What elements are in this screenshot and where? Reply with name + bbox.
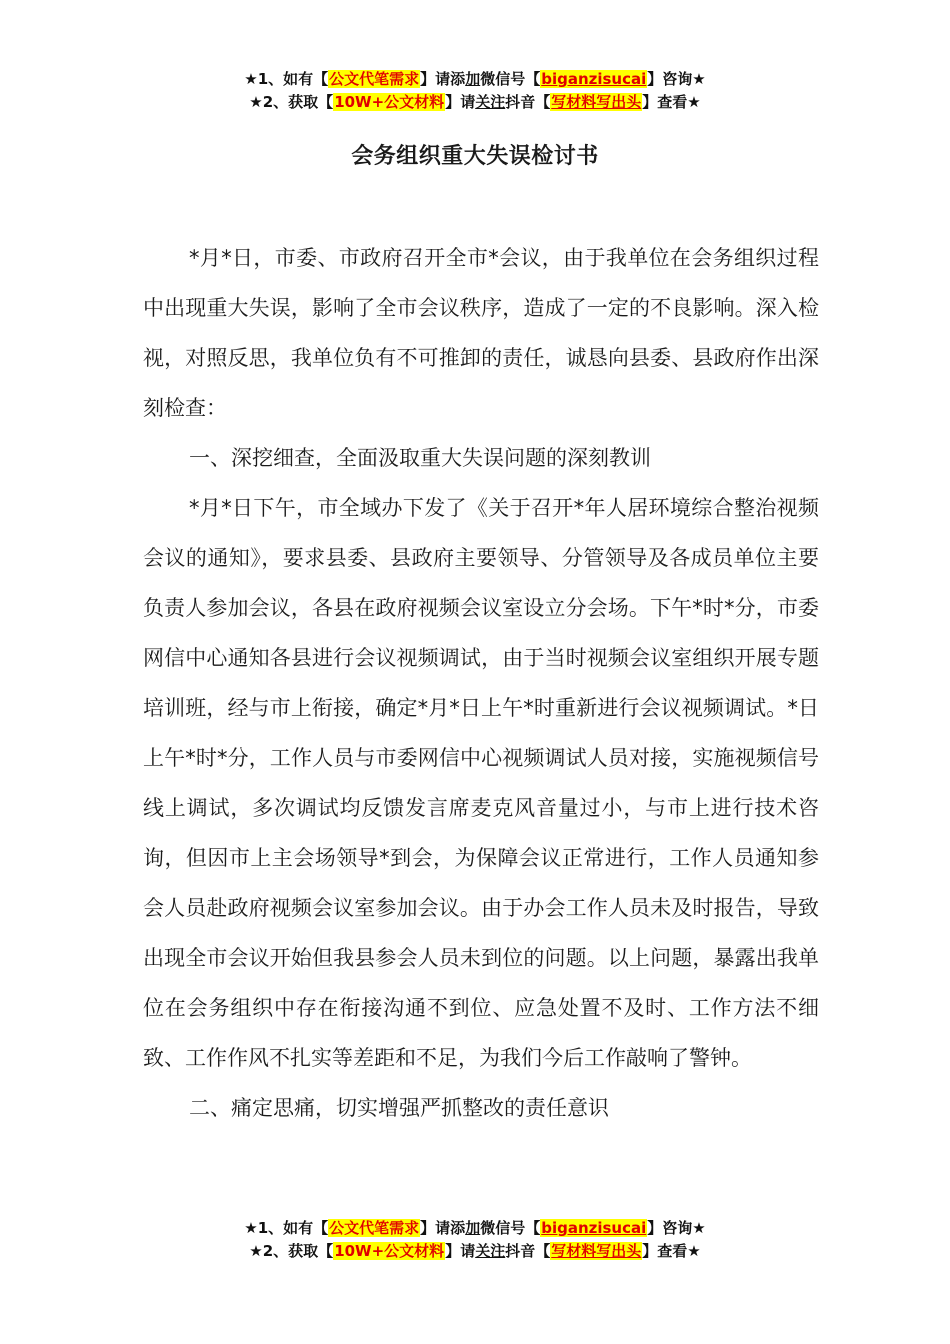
promo-underlined-text: 关注: [475, 1242, 506, 1260]
promo-wechat-id: biganzisucai: [541, 70, 647, 88]
promo-text: 】请添: [420, 70, 466, 88]
promo-text: ★2、获取【: [249, 1242, 334, 1260]
document-title: 会务组织重大失误检讨书: [351, 144, 599, 169]
promo-underlined-text: 关注: [475, 93, 506, 111]
promo-highlight: 公文代笔需求: [329, 1219, 420, 1237]
paragraph-details: *月*日下午，市全域办下发了《关于召开*年人居环境综合整治视频会议的通知》，要求县委、县政府主要领导、分管领导及各成员单位主要负责人参加会议，各县在政府视频会议室设立分会场。下午*时*分，市委网信中心通知各县进行会议视频调试，由于当时视频会议室组织开展专题培训班，经与市上衔接，确定*月*日上午*时重新进行会议视频调试。*日上午*时*分，工作人员与市委网信中心视频调试人员对接，实施视频信号线上调试，多次调试均反馈发言席麦克风音量过小，与市上进行技术咨询，但因市上主会场领导*到会，为保障会议正常进行，工作人员通知参会人员赴政府视频会议室参加会议。由于办会工作人员未及时报告，导致出现全市会议开始但我县参会人员未到位的问题。以上问题，暴露出我单位在会务组织中存在衔接沟通不到位、应急处置不及时、工作方法不细致、工作作风不扎实等差距和不足，为我们今后工作敲响了警钟。: [143, 496, 819, 1070]
promo-highlight: 10W+公文材料: [334, 93, 445, 111]
footer-promo-line-2: [0, 1240, 950, 1263]
header-promo-line-2: [0, 91, 950, 114]
promo-douyin-id: 写材料写出头: [551, 1242, 642, 1260]
promo-text: 】请: [445, 93, 476, 111]
promo-text: 抖音【: [505, 93, 551, 111]
promo-text: 抖音【: [505, 1242, 551, 1260]
section-heading-2: 二、痛定思痛，切实增强严抓整改的责任意识: [189, 1096, 609, 1120]
promo-text: 】请: [445, 1242, 476, 1260]
promo-text: ★2、获取【: [249, 93, 334, 111]
promo-highlight: 10W+公文材料: [334, 1242, 445, 1260]
promo-text: ★1、如有【: [244, 1219, 329, 1237]
promo-text: 微信号【: [480, 1219, 541, 1237]
promo-text: 】请添: [420, 1219, 466, 1237]
promo-highlight: 公文代笔需求: [329, 70, 420, 88]
promo-text: 】查看★: [642, 1242, 701, 1260]
footer-promo-line-1: [0, 1217, 950, 1240]
promo-text: 微信号【: [480, 70, 541, 88]
paragraph-intro: *月*日，市委、市政府召开全市*会议，由于我单位在会务组织过程中出现重大失误，影响了全市会议秩序，造成了一定的不良影响。深入检视，对照反思，我单位负有不可推卸的责任，诚恳向县委、县政府作出深刻检查：: [143, 246, 819, 420]
section-heading-1: 一、深挖细查，全面汲取重大失误问题的深刻教训: [189, 446, 651, 470]
promo-wechat-id: biganzisucai: [541, 1219, 647, 1237]
header-promo-banner: [0, 68, 950, 114]
footer-promo-banner: [0, 1217, 950, 1263]
promo-text: ★1、如有【: [244, 70, 329, 88]
promo-text: 】查看★: [642, 93, 701, 111]
promo-underlined-text: 加: [465, 70, 481, 88]
promo-text: 】咨询★: [647, 70, 706, 88]
document-body: [143, 233, 819, 1133]
promo-text: 】咨询★: [647, 1219, 706, 1237]
promo-douyin-id: 写材料写出头: [551, 93, 642, 111]
header-promo-line-1: [0, 68, 950, 91]
promo-underlined-text: 加: [465, 1219, 481, 1237]
